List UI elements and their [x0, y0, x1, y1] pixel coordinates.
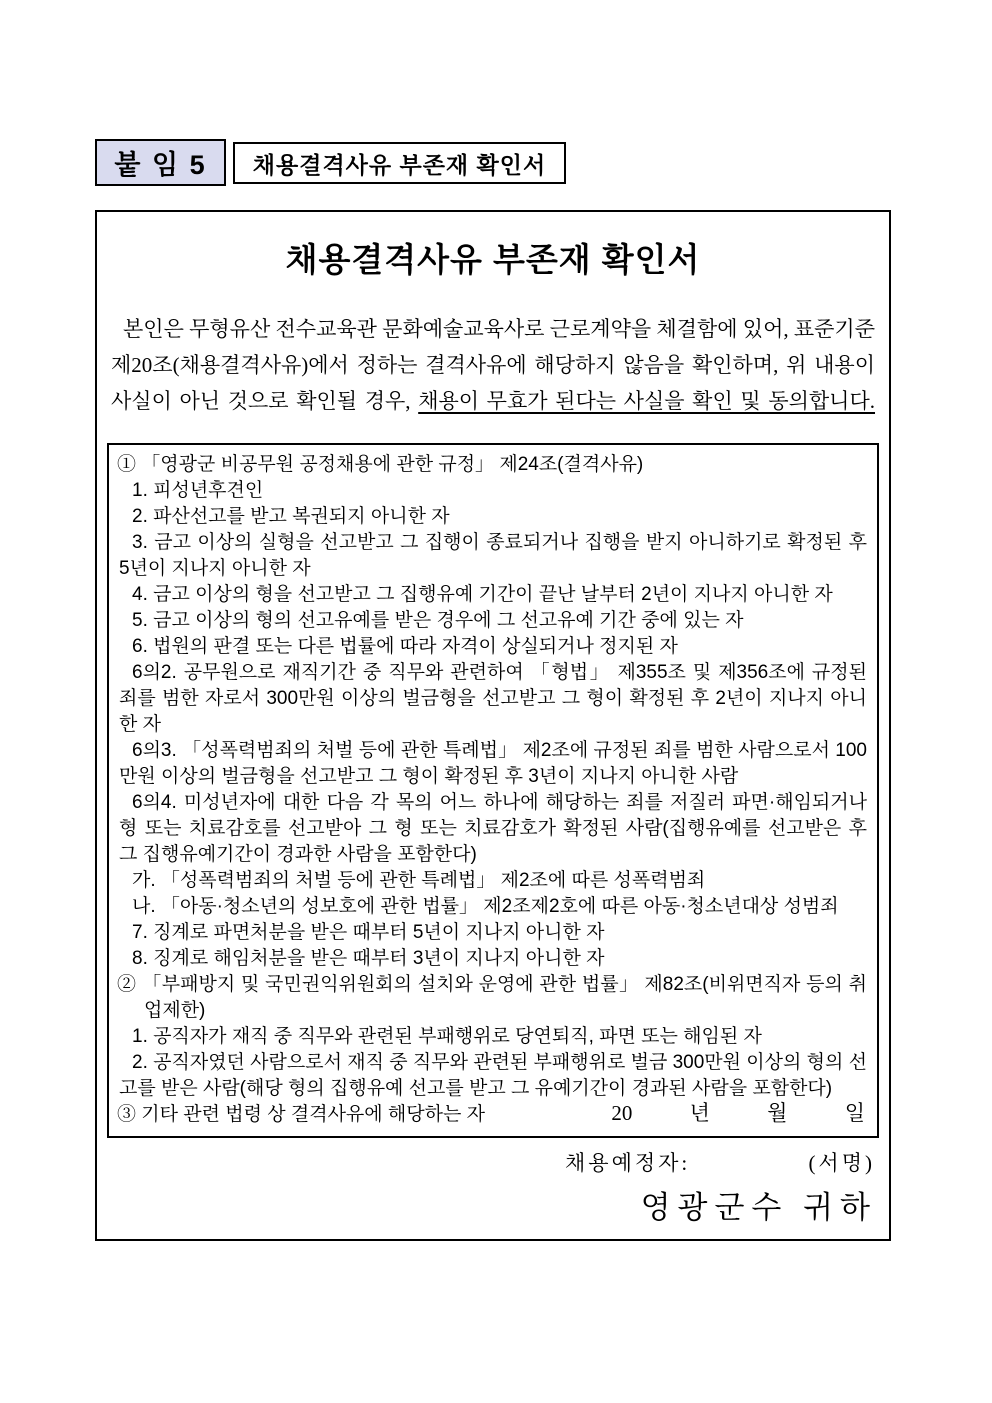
attachment-title-box [233, 142, 566, 184]
list-item: 8. 징계로 해임처분을 받은 때부터 3년이 지나지 아니한 자 [132, 948, 605, 969]
date-year-label: 년 [689, 1101, 710, 1125]
attachment-title-label: 채용결격사유 부존재 확인서 [252, 151, 547, 178]
intro-line-3 [111, 383, 875, 419]
disqualification-list [107, 443, 879, 1138]
list-item: 6의4. 미성년자에 대한 다음 각 목의 어느 하나에 해당하는 죄를 저질러 파면·해임되거나 형 또는 치료감호를 선고받아 그 형 또는 치료감호가 확정된 사람(집행유예를 선고받은 후 그 집행유예기간이 경과한 사람을 포함한다) [119, 792, 867, 865]
list-item: 5. 금고 이상의 형의 선고유예를 받은 경우에 그 선고유예 기간 중에 있는 자 [132, 610, 744, 631]
date-year-prefix: 20 [611, 1101, 633, 1125]
list-item: 4. 금고 이상의 형을 선고받고 그 집행유예 기간이 끝난 날부터 2년이 지나지 아니한 자 [132, 584, 833, 605]
list-item: ② 「부패방지 및 국민권익위원회의 설치와 운영에 관한 법률」 제82조(비위면직자 등의 취업제한) [117, 974, 867, 1021]
signer-label: 채용예정자: [565, 1151, 691, 1175]
date-day-label: 일 [844, 1101, 865, 1125]
list-item: ③ 기타 관련 법령 상 결격사유에 해당하는 자 [117, 1104, 485, 1125]
list-item: 6. 법원의 판결 또는 다른 법률에 따라 자격이 상실되거나 정지된 자 [132, 636, 678, 657]
signature-placeholder: (서명) [808, 1151, 875, 1175]
list-item: 가. 「성폭력범죄의 처벌 등에 관한 특례법」 제2조에 따른 성폭력범죄 [132, 870, 706, 891]
list-item: 7. 징계로 파면처분을 받은 때부터 5년이 지나지 아니한 자 [132, 922, 605, 943]
intro-line-3-underlined: 채용이 무효가 된다는 사실을 확인 및 동의합니다. [418, 389, 876, 413]
list-item: 1. 피성년후견인 [132, 480, 264, 501]
date-month-label: 월 [767, 1101, 788, 1125]
intro-line-3-normal: 사실이 아닌 것으로 확인될 경우, [111, 389, 419, 413]
attachment-number-label: 붙 임 5 [114, 150, 207, 180]
addressee: 영광군수 귀하 [640, 1190, 877, 1225]
list-item: 2. 파산선고를 받고 복권되지 아니한 자 [132, 506, 450, 527]
document-frame [95, 210, 891, 1241]
intro-line-2: 제20조(채용결격사유)에서 정하는 결격사유에 해당하지 않음을 확인하며, 위 내용이 [111, 353, 875, 377]
document-title: 채용결격사유 부존재 확인서 [285, 241, 701, 278]
signature-line [565, 1147, 875, 1177]
attachment-number-badge [95, 139, 226, 186]
intro-line-1: 본인은 무형유산 전수교육관 문화예술교육사로 근로계약을 체결함에 있어, 표준기준 [123, 317, 876, 341]
list-item: 6의3. 「성폭력범죄의 처벌 등에 관한 특례법」 제2조에 규정된 죄를 범한 사람으로서 100만원 이상의 벌금형을 선고받고 그 형이 확정된 후 3년이 지나지 아니한 사람 [119, 740, 867, 787]
list-item: 2. 공직자였던 사람으로서 재직 중 직무와 관련된 부패행위로 벌금 300만원 이상의 형의 선고를 받은 사람(해당 형의 집행유예 선고를 받고 그 유예기간이 경과된 사람을 포함한다) [119, 1052, 867, 1099]
list-item: 1. 공직자가 재직 중 직무와 관련된 부패행위로 당연퇴직, 파면 또는 해임된 자 [132, 1026, 762, 1047]
list-item: 나. 「아동·청소년의 성보호에 관한 법률」 제2조제2호에 따른 아동·청소년대상 성범죄 [132, 896, 839, 917]
list-item: ① 「영광군 비공무원 공정채용에 관한 규정」 제24조(결격사유) [117, 454, 644, 475]
date-line [611, 1097, 865, 1127]
list-item: 3. 금고 이상의 실형을 선고받고 그 집행이 종료되거나 집행을 받지 아니하기로 확정된 후 5년이 지나지 아니한 자 [119, 532, 867, 579]
list-item: 6의2. 공무원으로 재직기간 중 직무와 관련하여 「형법」 제355조 및 제356조에 규정된 죄를 범한 자로서 300만원 이상의 벌금형을 선고받고 그 형이 확정된 후 2년이 지나지 아니한 자 [119, 662, 867, 735]
intro-paragraph [111, 311, 875, 419]
